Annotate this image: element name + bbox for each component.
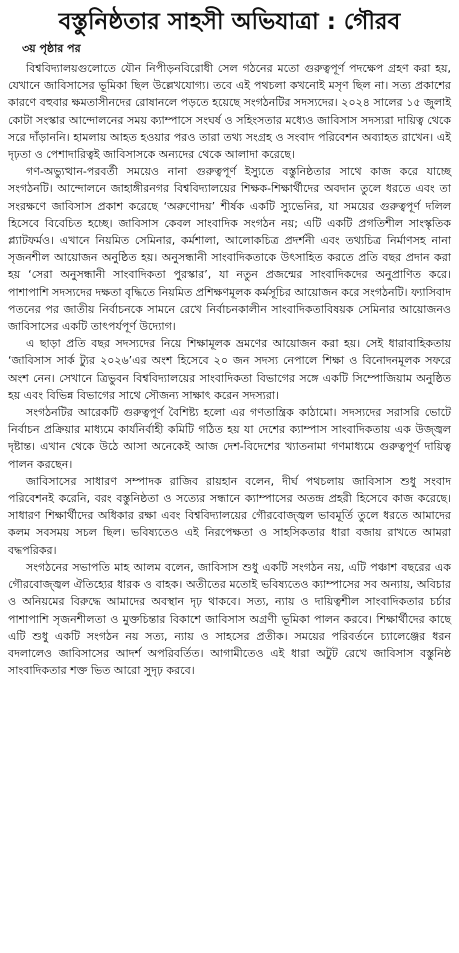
paragraph: জাবিসাসের সাধারণ সম্পাদক রাজিব রায়হান বলেন, দীর্ঘ পথচলায় জাবিসাস শুধু সংবাদ পরিবেশনই করেনি, বরং বস্তুনিষ্ঠতা ও সত্যের সন্ধানে ক্যাম্পাসের অতন্দ্র প্রহরী হিসেবে কাজ করেছে। সাধারণ শিক্ষার্থীদের অধিকার রক্ষা এবং বিশ্ববিদ্যালয়ের গৌরবোজ্জ্বল ভাবমূর্তি তুলে ধরতে আমাদের কলম সবসময় সচল ছিল। ভবিষ্যতেও এই নিরপেক্ষতা ও সাহসিকতার ধারা বজায় রাখতে আমরা বদ্ধপরিকর। (8, 474, 451, 557)
paragraph: সংগঠনের সভাপতি মাহ আলম বলেন, জাবিসাস শুধু একটি সংগঠন নয়, এটি পঞ্চাশ বছরের এক গৌরবোজ্জ্বল ঐতিহ্যের ধারক ও বাহক। অতীতের মতোই ভবিষ্যতেও ক্যাম্পাসের সব অন্যায়, অবিচার ও অনিয়মের বিরুদ্ধে আমাদের অবস্থান দৃঢ় থাকবে। সত্য, ন্যায় ও দায়িত্বশীল সাংবাদিকতার চর্চার পাশাপাশি সৃজনশীলতা ও মুক্তচিন্তার বিকাশে জাবিসাস অগ্রণী ভূমিকা পালন করবে। শিক্ষার্থীদের কাছে এটি শুধু একটি সংগঠন নয় সত্য, ন্যায় ও সাহসের প্রতীক। সময়ের পরিবর্তনে চ্যালেঞ্জের ধরন বদলালেও জাবিসাসের আদর্শ অপরিবর্তিত। আগামীতেও এই ধারা অটুট রেখে জাবিসাস বস্তুনিষ্ঠ সাংবাদিকতার শক্ত ভিত আরো সুদৃঢ় করবে। (8, 560, 451, 678)
paragraph: গণ-অভ্যুত্থান-পরবর্তী সময়েও নানা গুরুত্বপূর্ণ ইস্যুতে বস্তুনিষ্ঠতার সাথে কাজ করে যাচ্ছে সংগঠনটি। আন্দোলনে জাহাঙ্গীরনগর বিশ্ববিদ্যালয়ের শিক্ষক-শিক্ষার্থীদের অবদান তুলে ধরতে এবং তা সংরক্ষণে জাবিসাস প্রকাশ করেছে ‘অরুণোদয়’ শীর্ষক একটি স্যুভেনির, যা সময়ের গুরুত্বপূর্ণ দলিল হিসেবে বিবেচিত হচ্ছে। জাবিসাস কেবল সাংবাদিক সংগঠন নয়; এটি একটি প্রগতিশীল সাংস্কৃতিক প্ল্যাটফর্মও। এখানে নিয়মিত সেমিনার, কর্মশালা, আলোকচিত্র প্রদর্শনী এবং তথ্যচিত্র নির্মাণসহ নানা সৃজনশীল আয়োজন অনুষ্ঠিত হয়। অনুসন্ধানী সাংবাদিকতাকে উৎসাহিত করতে প্রতি বছর প্রদান করা হয় ‘সেরা অনুসন্ধানী সাংবাদিকতা পুরস্কার’, যা নতুন প্রজন্মের সাংবাদিকদের অনুপ্রাণিত করে। পাশাপাশি সদস্যদের দক্ষতা বৃদ্ধিতে নিয়মিত প্রশিক্ষণমূলক কর্মসূচির আয়োজন করে সংগঠনটি। ফ্যাসিবাদ পতনের পর জাতীয় নির্বাচনকে সামনে রেখে নির্বাচনকালীন সাংবাদিকতাবিষয়ক সেমিনার আয়োজনও জাবিসাসের একটি তাৎপর্যপূর্ণ উদ্যোগ। (8, 165, 452, 334)
paragraph: সংগঠনটির আরেকটি গুরুত্বপূর্ণ বৈশিষ্ট্য হলো এর গণতান্ত্রিক কাঠামো। সদস্যদের সরাসরি ভোটে নির্বাচন প্রক্রিয়ার মাধ্যমে কার্যনির্বাহী কমিটি গঠিত হয় যা দেশের ক্যাম্পাস সাংবাদিকতায় এক উজ্জ্বল দৃষ্টান্ত। এখান থেকে উঠে আসা অনেকেই আজ দেশ-বিদেশের খ্যাতনামা গণমাধ্যমে গুরুত্বপূর্ণ দায়িত্ব পালন করছেন। (8, 406, 451, 471)
paragraph: বিশ্ববিদ্যালয়গুলোতে যৌন নিপীড়নবিরোধী সেল গঠনের মতো গুরুত্বপূর্ণ পদক্ষেপ গ্রহণ করা হয়, যেখানে জাবিসাসের ভূমিকা ছিল উল্লেখযোগ্য। তবে এই পথচলা কখনোই মসৃণ ছিল না। সত্য প্রকাশের কারণে বহুবার ক্ষমতাসীনদের রোষানলে পড়তে হয়েছে সংগঠনটির সদস্যদের। ২০২৪ সালের ১৫ জুলাই কোটা সংস্কার আন্দোলনের সময় ক্যাম্পাসে সংঘর্ষ ও সহিংসতার মধ্যেও জাবিসাস সদস্যরা দায়িত্ব থেকে সরে দাঁড়াননি। হামলায় আহত হওয়ার পরও তারা তথ্য সংগ্রহ ও সংবাদ পরিবেশন অব্যাহত রাখেন। এই দৃঢ়তা ও পেশাদারিত্বই জাবিসাসকে অন্যদের থেকে আলাদা করেছে। (8, 62, 451, 162)
paragraph: এ ছাড়া প্রতি বছর সদস্যদের নিয়ে শিক্ষামূলক ভ্রমণের আয়োজন করা হয়। সেই ধারাবাহিকতায় ‘জাবিসাস সার্ক ট্যুর ২০২৬’এর অংশ হিসেবে ২০ জন সদস্য নেপালে শিক্ষা ও বিনোদনমূলক সফরে অংশ নেন। সেখানে ত্রিভুবন বিশ্ববিদ্যালয়ের সাংবাদিকতা বিভাগের সঙ্গে একটি সিম্পোজিয়াম অনুষ্ঠিত হয় এবং বিভিন্ন বিভাগের সাথে সৌজন্য সাক্ষাৎ করেন সদস্যরা। (8, 337, 451, 402)
article-body (8, 60, 451, 679)
continued-from-label: ৩য় পৃষ্ঠার পর (22, 42, 81, 55)
headline: বস্তুনিষ্ঠতার সাহসী অভিযাত্রা : গৌরব (58, 9, 401, 35)
